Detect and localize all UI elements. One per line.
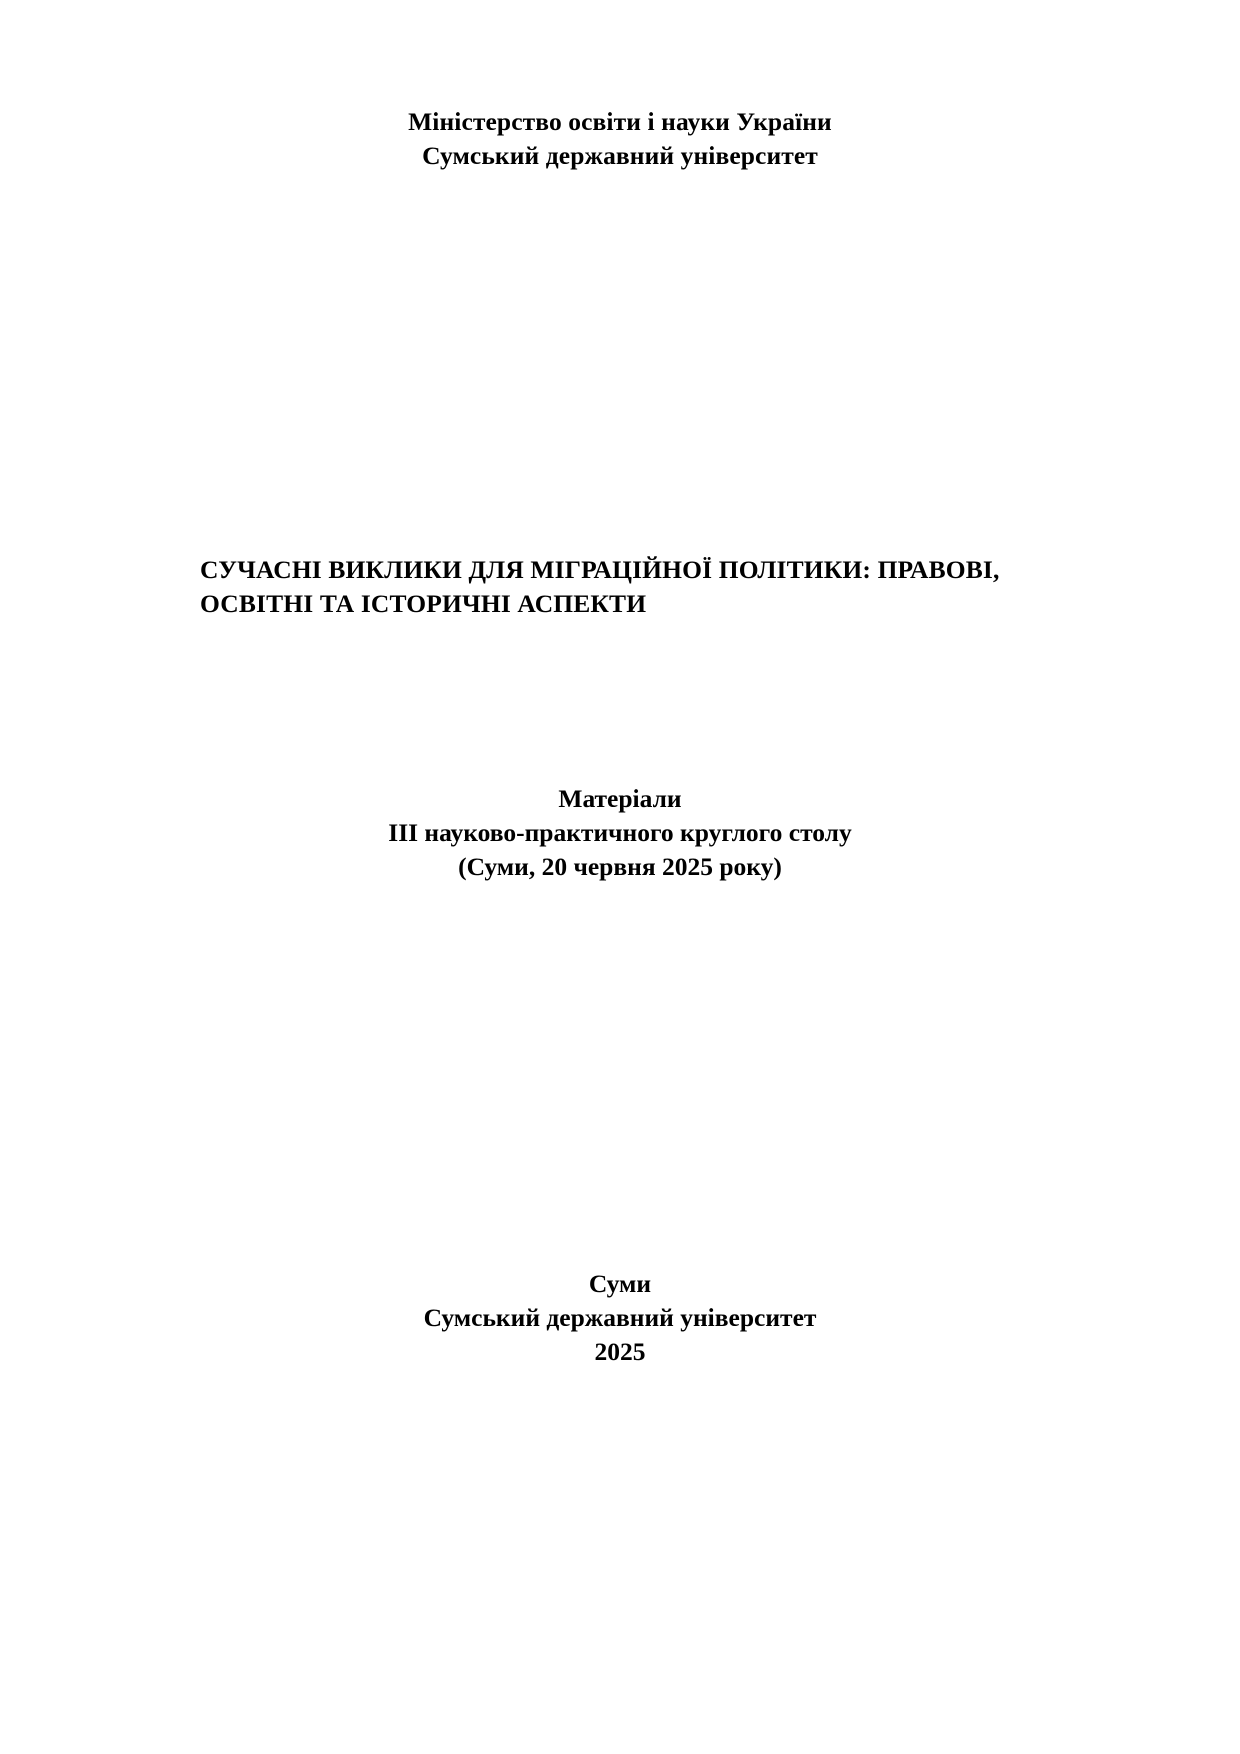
materials-label: Матеріали <box>558 784 682 813</box>
page-title-line-1: СУЧАСНІ ВИКЛИКИ ДЛЯ МІГРАЦІЙНОЇ ПОЛІТИКИ: ПРАВОВІ, <box>200 555 1000 584</box>
event-name: III науково-практичного круглого столу <box>388 817 852 847</box>
imprint-publisher: Сумський державний університет <box>423 1302 817 1332</box>
university-name: Сумський державний університет <box>422 140 818 170</box>
organization-block <box>0 105 1240 172</box>
imprint-city: Суми <box>588 1269 652 1298</box>
page-title <box>0 553 1240 621</box>
ministry-name: Міністерство освіти і науки України <box>408 107 832 136</box>
page-title-inner <box>200 553 1040 621</box>
imprint-year: 2025 <box>594 1336 646 1366</box>
page-title-line-2: ОСВІТНІ ТА ІСТОРИЧНІ АСПЕКТИ <box>200 588 647 618</box>
materials-block <box>0 782 1240 884</box>
imprint-block <box>0 1267 1240 1369</box>
event-place-date: (Суми, 20 червня 2025 року) <box>458 851 782 881</box>
